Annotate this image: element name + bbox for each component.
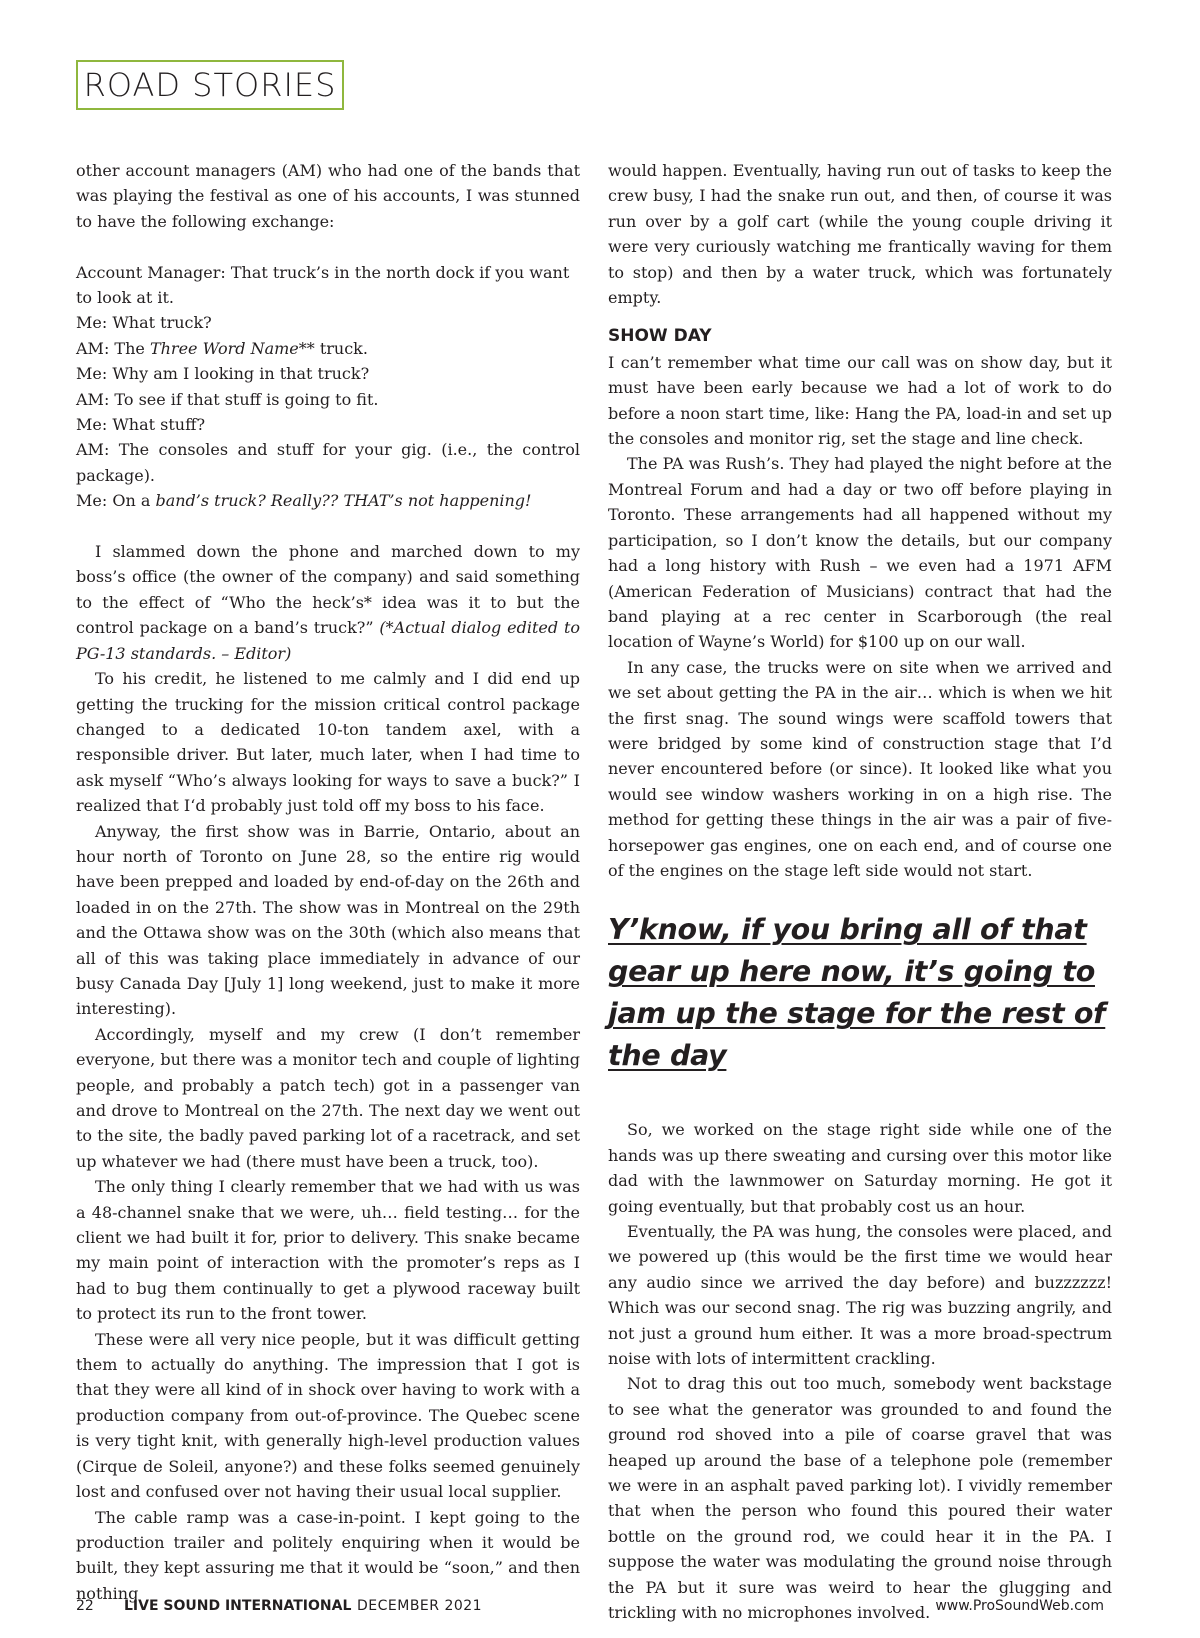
page-footer [76,1598,1104,1618]
website-link[interactable]: www.ProSoundWeb.com [935,1598,1104,1614]
paragraph: other account managers (AM) who had one of the bands that was playing the festival as one of his accounts, I was stunned to have the following exchange: [76,161,580,231]
section-title: ROAD STORIES [83,66,337,104]
page-number: 22 [76,1598,94,1614]
dialog-line: AM: The consoles and stuff for your gig. (i.e., the control package). [76,440,580,485]
dialog-line: Me: What truck? [76,313,212,333]
dialog-line: Me: On a band’s truck? Really?? THAT’s not happening! [76,491,532,511]
issue-date: DECEMBER 2021 [357,1598,483,1614]
dialog-line: Me: What stuff? [76,415,206,435]
paragraph: I slammed down the phone and marched down to my boss’s office (the owner of the company) and said something to the effect of “Who the heck’s* idea was it to but the control package on a band’s truck?” (*Actual dialog edited to PG-13 standards. – Editor) [76,542,581,663]
paragraph: These were all very nice people, but it was difficult getting them to actually do anything. The impression that I got is that they were all kind of in shock over having to work with a production company from out-of-province. The Quebec scene is very tight knit, with generally high-level production values (Cirque de Soleil, anyone?) and these folks seemed genuinely lost and confused over not having their usual local supplier. [76,1329,580,1502]
dialog-line: Account Manager: That truck’s in the north dock if you want to look at it. [76,262,570,308]
subhead: SHOW DAY [608,326,712,347]
magazine-name: LIVE SOUND INTERNATIONAL [124,1598,352,1614]
paragraph: I can’t remember what time our call was on show day, but it must have been early because we had a lot of work to do before a noon start time, like: Hang the PA, load-in and set up the consoles and monitor rig, set the stage and line check. [608,352,1112,449]
pull-quote: Y’know, if you bring all of that gear up here now, it’s going to jam up the stage for the rest of the day [608,913,1106,1073]
paragraph: The only thing I clearly remember that we had with us was a 48-channel snake that we were, uh… field testing… for the client we had built it for, prior to delivery. This snake became my main point of interaction with the promoter’s reps as I had to bug them continually to get a plywood raceway built to protect its run to the front tower. [76,1177,580,1324]
paragraph: So, we worked on the stage right side while one of the hands was up there sweating and cursing over this motor like dad with the lawnmower on Saturday morning. He got it going eventually, but that probably cost us an hour. [608,1120,1112,1216]
paragraph: Anyway, the first show was in Barrie, Ontario, about an hour north of Toronto on June 28, so the entire rig would have been prepped and loaded by end-of-day on the 26th and loaded in on the 27th. The show was in Montreal on the 29th and the Ottawa show was on the 30th (which also means that all of this was taking place immediately in advance of our busy Canada Day [July 1] long weekend, just to make it more interesting). [76,821,580,1019]
left-column [76,158,580,1606]
paragraph: The PA was Rush’s. They had played the night before at the Montreal Forum and had a day or two off before playing in Toronto. These arrangements had all happened without my participation, so I don’t know the details, but our company had a long history with Rush – we even had a 1971 AFM (American Federation of Musicians) contract that had the band playing at a rec center in Scarborough (the real location of Wayne’s World) for $100 up on our wall. [608,454,1112,652]
paragraph: would happen. Eventually, having run out of tasks to keep the crew busy, I had the snake run out, and then, of course it was run over by a golf cart (while the young couple driving it were very curiously watching me frantically waving for them to stop) and then by a water truck, which was fortunately empty. [608,161,1112,308]
right-column [608,158,1112,1626]
paragraph: In any case, the trucks were on site when we arrived and we set about getting the PA in the air… which is when we hit the first snag. The sound wings were scaffold towers that were bridged by some kind of construction stage that I’d never encountered before (or since). It looked like what you would see window washers working in on a high rise. The method for getting these things in the air was a pair of five-horsepower gas engines, one on each end, and of course one of the engines on the stage left side would not start. [608,657,1112,880]
paragraph: Accordingly, myself and my crew (I don’t remember everyone, but there was a monitor tech and couple of lighting people, and probably a patch tech) got in a passenger van and drove to Montreal on the 27th. The next day we went out to the site, the badly paved parking lot of a racetrack, and set up whatever we had (there must have been a truck, too). [76,1024,580,1171]
dialog-line: AM: The Three Word Name** truck. [76,338,368,358]
paragraph: Eventually, the PA was hung, the consoles were placed, and we powered up (this would be the first time we would hear any audio since we arrived the day before) and buzzzzzz! Which was our second snag. The rig was buzzing angrily, and not just a ground hum either. It was a more broad-spectrum noise with lots of intermittent crackling. [608,1222,1112,1369]
paragraph: Not to drag this out too much, somebody went backstage to see what the generator was grounded to and found the ground rod shoved into a pile of coarse gravel that was heaped up around the base of a telephone pole (remember we were in an asphalt paved parking lot). I vividly remember that when the person who found this poured their water bottle on the ground rod, we could hear it in the PA. I suppose the water was modulating the ground noise through the PA but it sure was weird to hear the glugging and trickling with no microphones involved. [608,1374,1112,1623]
dialog-block [76,260,580,514]
dialog-line: AM: To see if that stuff is going to fit. [76,389,379,409]
dialog-line: Me: Why am I looking in that truck? [76,364,370,384]
paragraph: To his credit, he listened to me calmly and I did end up getting the trucking for the mission critical control package changed to a dedicated 10-ton tandem axel, with a responsible driver. But later, much later, when I had time to ask myself “Who’s always looking for ways to save a buck?” I realized that I‘d probably just told off my boss to his face. [76,669,580,816]
section-header-box [76,60,344,110]
paragraph: The cable ramp was a case-in-point. I kept going to the production trailer and politely enquiring when it would be built, they kept assuring me that it would be “soon,” and then nothing [76,1507,580,1603]
